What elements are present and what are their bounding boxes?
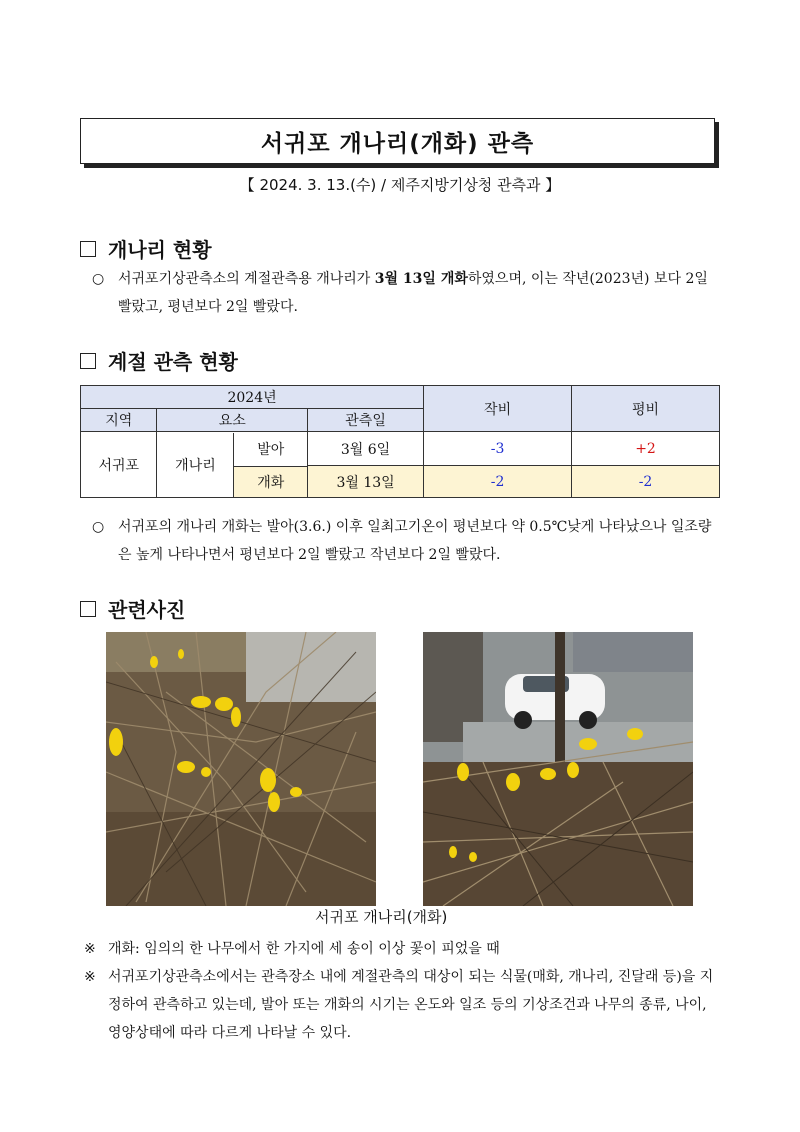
- element-header: 요소: [157, 409, 308, 432]
- date-header: 관측일: [307, 409, 423, 432]
- prev-year-header: 작비: [424, 386, 572, 432]
- forsythia-photo-left-image: [106, 632, 376, 906]
- footnote-bloom-definition: [84, 935, 724, 963]
- section-heading: 계절 관측 현황: [108, 350, 238, 374]
- section-forsythia-status: [80, 234, 212, 263]
- page-title: 서귀포 개나리(개화) 관측: [260, 130, 535, 157]
- observation-note-text: 서귀포의 개나리 개화는 발아(3.6.) 이후 일최고기온이 평년보다 약 0.5℃낮게 나타났으나 일조량은 높게 나타나면서 평년보다 2일 빨랐고 작년보다 2일 빨랐다.: [118, 519, 712, 563]
- normal-header: 평비: [572, 386, 720, 432]
- page-subtitle: 【 2024. 3. 13.(수) / 제주지방기상청 관측과 】: [239, 176, 561, 194]
- square-bullet-icon: [80, 601, 96, 617]
- observation-note-paragraph: [92, 513, 722, 569]
- forsythia-photo-right: [423, 632, 693, 906]
- forsythia-photo-right-image: [423, 632, 693, 906]
- footnote-text: 서귀포기상관측소에서는 관측장소 내에 계절관측의 대상이 되는 식물(매화, 개나리, 진달래 등)을 지정하여 관측하고 있는데, 발아 또는 개화의 시기는 온도와 일조 등의 기상조건과 나무의 종류, 나이, 영양상태에 따라 다르게 나타날 수 있다.: [108, 969, 714, 1041]
- prev-year-cell-sprout: -3: [424, 432, 572, 466]
- forsythia-photo-left: [106, 632, 376, 906]
- circle-bullet-icon: ○: [92, 271, 105, 287]
- date-cell-sprout: 3월 6일: [307, 432, 423, 466]
- plant-cell: 개나리: [157, 433, 234, 497]
- reference-mark-icon: ※: [84, 969, 96, 985]
- section-heading: 개나리 현황: [108, 238, 212, 262]
- prev-year-cell-bloom: -2: [424, 466, 572, 498]
- photo-caption: 서귀포 개나리(개화): [315, 908, 448, 926]
- element-cell-sprout: 발아: [234, 433, 307, 467]
- footnote-observation-method: [84, 963, 724, 1047]
- region-cell: 서귀포: [81, 432, 157, 498]
- status-paragraph: [92, 265, 722, 321]
- section-seasonal-observation: [80, 346, 238, 375]
- status-text: 서귀포기상관측소의 계절관측용 개나리가 3월 13일 개화하였으며, 이는 작년(2023년) 보다 2일 빨랐고, 평년보다 2일 빨랐다.: [118, 271, 708, 315]
- bloom-date-highlight: 3월 13일 개화: [374, 271, 468, 287]
- square-bullet-icon: [80, 241, 96, 257]
- year-header: 2024년: [81, 386, 424, 409]
- reference-mark-icon: ※: [84, 941, 96, 957]
- date-cell-bloom: 3월 13일: [307, 466, 423, 498]
- region-header: 지역: [81, 409, 157, 432]
- footnote-text: 개화: 임의의 한 나무에서 한 가지에 세 송이 이상 꽃이 피었을 때: [108, 941, 500, 957]
- circle-bullet-icon: ○: [92, 519, 105, 535]
- section-heading: 관련사진: [108, 598, 186, 622]
- normal-cell-bloom: -2: [572, 466, 720, 498]
- page-title-box: [80, 118, 715, 164]
- square-bullet-icon: [80, 353, 96, 369]
- section-related-photos: [80, 594, 185, 623]
- element-cell-bloom: 개화: [234, 467, 307, 497]
- normal-cell-sprout: +2: [572, 432, 720, 466]
- observation-table: [80, 385, 720, 498]
